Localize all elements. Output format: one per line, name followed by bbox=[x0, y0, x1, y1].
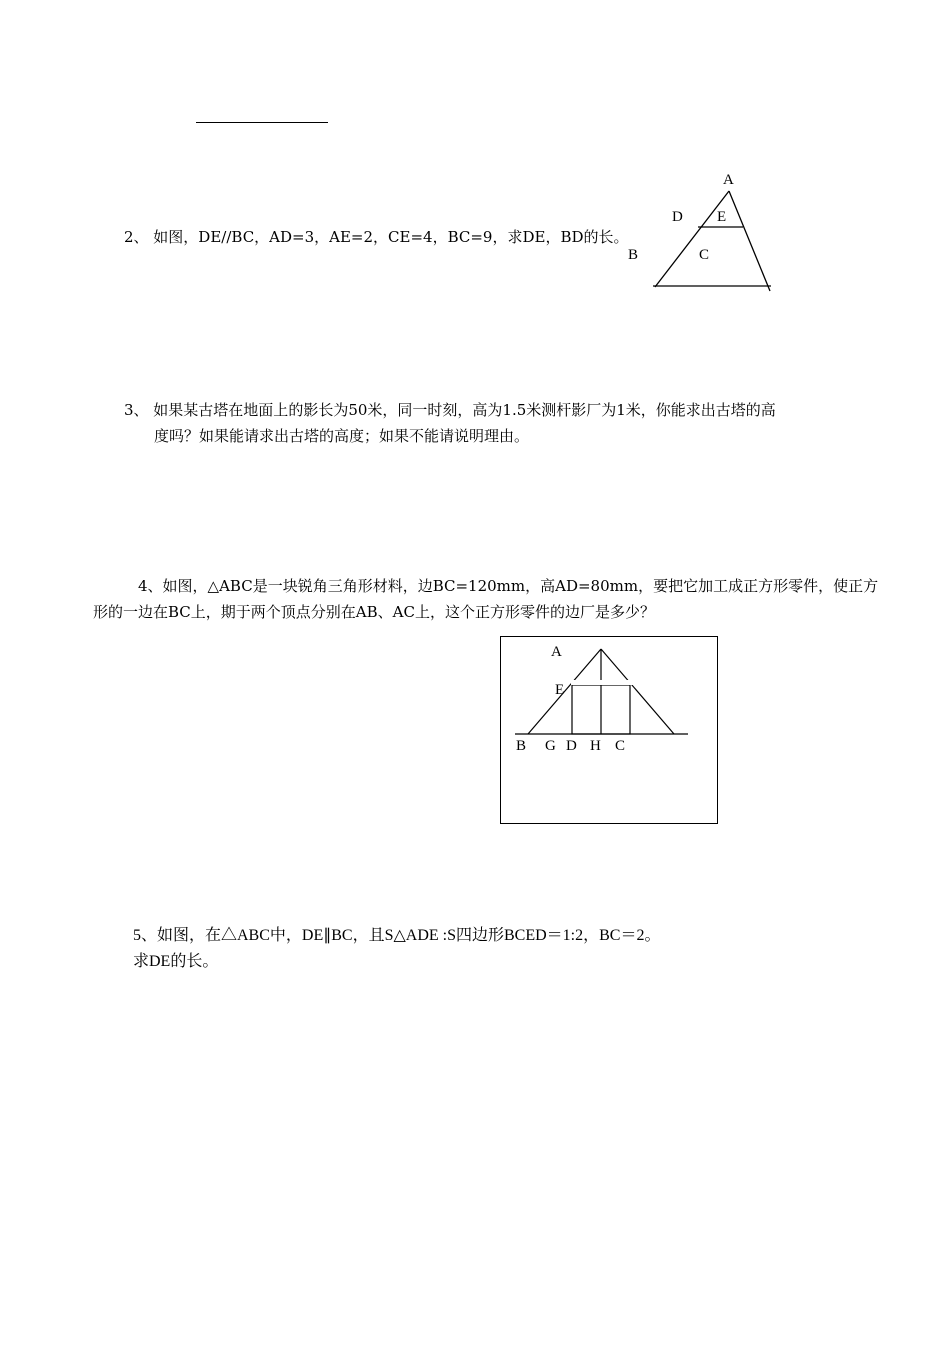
side-AC bbox=[601, 649, 674, 734]
question-2-text: 2、 如图，DE//BC，AD=3，AE=2，CE=4，BC=9，求DE，BD的长。 bbox=[124, 228, 629, 246]
label-D: D bbox=[566, 738, 577, 754]
question-4-line1: 4、如图，△ABC是一块锐角三角形材料，边BC=120mm，高AD=80mm，要把它加工成正方形零件，使正方 bbox=[138, 577, 879, 595]
side-AB bbox=[655, 191, 729, 287]
label-B: B bbox=[516, 738, 527, 754]
label-mask bbox=[571, 680, 641, 685]
question-3-line2: 度吗？如果能请求出古塔的高度；如果不能请说明理由。 bbox=[154, 427, 530, 445]
label-E: E bbox=[555, 682, 565, 698]
label-C: C bbox=[699, 247, 710, 263]
label-G: G bbox=[545, 738, 556, 754]
question-5-line2: 求DE的长。 bbox=[133, 953, 219, 970]
side-AB bbox=[528, 649, 601, 734]
question-5-line1: 5、如图，在△ABC中，DE∥BC，且S△ADE :S四边形BCED＝1:2，BC＝2。 bbox=[133, 927, 661, 944]
question-2-figure bbox=[620, 165, 790, 300]
label-B: B bbox=[628, 247, 639, 263]
label-E: E bbox=[717, 209, 727, 225]
label-H: H bbox=[590, 738, 601, 754]
label-A: A bbox=[723, 172, 734, 188]
answer-blank-line bbox=[196, 122, 328, 123]
question-3-line1: 3、 如果某古塔在地面上的影长为50米，同一时刻，高为1.5米测杆影厂为1米，你能求出古塔的高 bbox=[124, 401, 776, 419]
question-4-figure bbox=[500, 636, 718, 824]
question-4-line2: 形的一边在BC上，期于两个顶点分别在AB、AC上，这个正方形零件的边厂是多少？ bbox=[93, 603, 655, 621]
label-A: A bbox=[551, 644, 562, 660]
label-D: D bbox=[672, 209, 683, 225]
label-C: C bbox=[615, 738, 626, 754]
side-AC bbox=[729, 191, 770, 291]
